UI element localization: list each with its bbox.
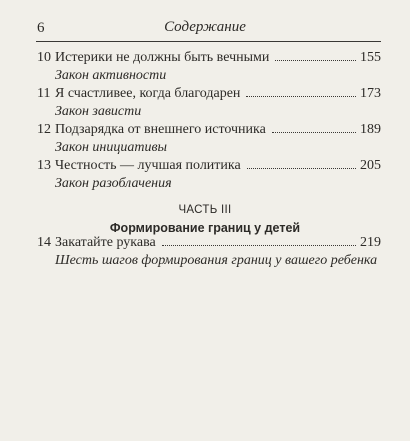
- entry-subtitle: Шесть шагов формирования границ у вашего ребенка: [55, 253, 378, 268]
- entry-title: Честность — лучшая политика: [55, 158, 241, 173]
- entry-title: Закатайте рукава: [55, 235, 156, 250]
- header-rule: [36, 41, 381, 42]
- part-label: ЧАСТЬ III: [178, 204, 232, 216]
- entry-number: 13: [37, 158, 51, 173]
- entry-number: 12: [37, 122, 51, 137]
- toc-entry-13[interactable]: [37, 157, 381, 193]
- entry-page: 173: [360, 86, 381, 101]
- dot-leader: [275, 59, 356, 61]
- running-head: Содержание: [164, 19, 246, 35]
- entry-page: 189: [360, 122, 381, 137]
- toc-entry-12[interactable]: [37, 121, 381, 157]
- dot-leader: [272, 131, 356, 133]
- toc-entry-10[interactable]: [37, 49, 381, 85]
- toc-entry-line: [37, 49, 381, 67]
- toc-entry-line: [37, 234, 381, 252]
- toc-entry-11[interactable]: [37, 85, 381, 121]
- toc-entry-line: [37, 157, 381, 175]
- entry-subtitle: Закон инициативы: [55, 140, 168, 155]
- toc-entry-14[interactable]: [37, 234, 381, 270]
- page-number: 6: [37, 20, 45, 36]
- entry-number: 11: [37, 86, 51, 101]
- entry-subtitle: Закон разоблачения: [55, 176, 172, 191]
- entry-page: 205: [360, 158, 381, 173]
- part-title: Формирование границ у детей: [109, 221, 301, 235]
- dot-leader: [246, 95, 356, 97]
- entry-title: Подзарядка от внешнего источника: [55, 122, 266, 137]
- entry-page: 219: [360, 235, 381, 250]
- entry-title: Истерики не должны быть вечными: [55, 50, 270, 65]
- entry-subtitle: Закон зависти: [55, 104, 142, 119]
- entry-page: 155: [360, 50, 381, 65]
- entry-number: 10: [37, 50, 51, 65]
- entry-number: 14: [37, 235, 51, 250]
- dot-leader: [162, 244, 356, 246]
- toc-entry-line: [37, 85, 381, 103]
- dot-leader: [247, 167, 356, 169]
- entry-subtitle: Закон активности: [55, 68, 167, 83]
- entry-title: Я счастливее, когда благодарен: [55, 86, 241, 101]
- toc-entry-line: [37, 121, 381, 139]
